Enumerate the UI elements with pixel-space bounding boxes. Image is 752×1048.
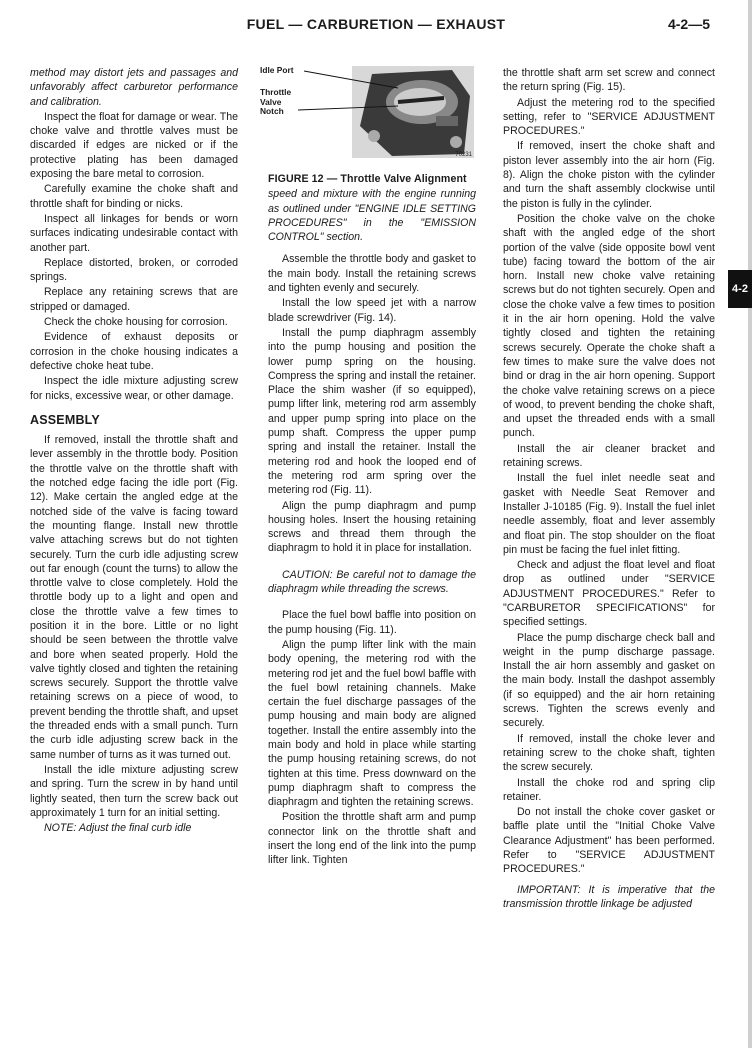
page-edge-shadow — [748, 0, 752, 1048]
paragraph: Place the fuel bowl baffle into position on the pump housing (Fig. 11). — [268, 609, 476, 636]
paragraph: Inspect the idle mixture adjusting screw for nicks, excessive wear, or other damage. — [30, 375, 238, 402]
paragraph: Place the pump discharge check ball and weight in the pump discharge passage. Install the air horn assembly and gasket on the main body. Install the dashpot assembly (if so equipped) and the air horn retaining screws. Tighten the screws evenly and securely. — [503, 631, 715, 730]
paragraph: Install the air cleaner bracket and retaining screws. — [503, 442, 715, 470]
paragraph: If removed, install the choke lever and retaining screw to the choke shaft, tighten the screw securely. — [503, 732, 715, 774]
important-note: IMPORTANT: It is imperative that the transmission throttle linkage be adjusted — [503, 883, 715, 910]
paragraph: Position the throttle shaft arm and pump connector link on the throttle shaft and insert the long end of the link into the pump lifter link. Tighten — [268, 811, 476, 867]
caution-label: CAUTION: — [282, 568, 333, 581]
paragraph: Install the idle mixture adjusting screw and spring. Turn the screw in by hand until lightly seated, then turn the screw back out approximately 1 turn for an initial setting. — [30, 763, 238, 819]
paragraph: Install the choke rod and spring clip retainer. — [503, 776, 715, 803]
paragraph: Align the pump diaphragm and pump housing holes. Insert the housing retaining screws and thread them through the diaphragm to hold it in place for installation. — [268, 499, 476, 555]
figure-12 — [260, 65, 476, 164]
column-middle — [260, 65, 477, 869]
paragraph: Replace distorted, broken, or corroded springs. — [30, 256, 238, 284]
paragraph: Inspect all linkages for bends or worn surfaces indicating undesirable contact with another part. — [30, 212, 238, 254]
paragraph: Install the fuel inlet needle seat and gasket with Needle Seat Remover and Installer J-10185 (Fig. 9). Install the fuel inlet needle assembly, float and lever assembly and float pin. The stop shoulder on the float pin must be facing the fuel inlet fitting. — [503, 472, 715, 556]
paragraph: If removed, install the throttle shaft and lever assembly in the throttle body. Position the throttle valve on the throttle shaft with the notched edge facing the idle port (Fig. 12). Make certain the angled edge at the notched side of the valve is facing toward the mounting flange. Install new throttle valve attaching screws but do not tighten securely. Turn the curb idle adjusting screw out far enough (count the turns) to allow the throttle valve to close completely. Hold the throttle body up to a light and open and close the throttle valve a few times to position it in the bore. Little or no light should be seen between the throttle valve and bore when seated properly. Hold the valve tightly closed and tighten the retaining screws securely. Support the throttle valve retaining screws on a piece of wood, to prevent bending the throttle shaft, and upset the threaded ends with a small punch. Turn the curb idle adjusting screw back in the same number of turns as it was turned out. — [30, 434, 238, 761]
label-throttle-valve-notch: Throttle Valve Notch — [260, 87, 292, 117]
paragraph: Assemble the throttle body and gasket to the main body. Install the retaining screws and tighten evenly and securely. — [268, 253, 476, 295]
paragraph: Carefully examine the choke shaft and throttle shaft for binding or nicks. — [30, 183, 238, 210]
figure-code: 70231 — [455, 151, 472, 158]
label-idle-port: Idle Port — [260, 65, 294, 75]
paragraph: method may distort jets and passages and unfavorably affect carburetor performance and calibration. — [30, 67, 238, 108]
caution-text: Be careful not to damage the diaphragm while threading the screws. — [268, 568, 477, 596]
page-number: 4-2—5 — [667, 16, 710, 32]
paragraph: the throttle shaft arm set screw and connect the return spring (Fig. 15). — [503, 67, 715, 94]
figure-leader-lines — [268, 66, 476, 164]
figure-caption: FIGURE 12 — Throttle Valve Alignment — [268, 173, 467, 185]
paragraph: speed and mixture with the engine running as outlined under "ENGINE IDLE SETTING PROCEDURES" in the "EMISSION CONTROL" section. — [268, 188, 476, 244]
column-left — [30, 66, 238, 836]
column-right — [503, 66, 715, 912]
caution-note — [268, 568, 476, 597]
paragraph: Check the choke housing for corrosion. — [44, 316, 228, 329]
paragraph: If removed, insert the choke shaft and piston lever assembly into the air horn (Fig. 8). Align the choke piston with the cylinder and turn the shaft assembly clockwise until the piston is fully in the cylinder. — [503, 140, 715, 210]
paragraph: Adjust the metering rod to the specified setting, refer to "SERVICE ADJUSTMENT PROCEDURES." — [503, 96, 715, 138]
paragraph: Check and adjust the float level and float drop as outlined under "SERVICE ADJUSTMENT PROCEDURES." Refer to "CARBURETOR SPECIFICATIONS" for specified settings. — [503, 559, 715, 629]
section-tab: 4-2 — [728, 270, 752, 308]
paragraph: Install the pump diaphragm assembly into the pump housing and position the lower pump spring on the housing. Compress the spring and install the retainer. Place the shim washer (if so equipped), pump lifter link, metering rod arm assembly and upper pump spring into place on the pump shaft. Compress the upper pump spring and install the retainer. Install the metering rod and hook the looped end of the metering rod arm spring over the metering rod (Fig. 11). — [268, 326, 476, 497]
note: NOTE: Adjust the final curb idle — [44, 822, 192, 835]
section-heading: ASSEMBLY — [30, 412, 100, 427]
paragraph: Do not install the choke cover gasket or baffle plate until the "Initial Choke Valve Clearance Adjustment" has been performed. Refer to "SERVICE ADJUSTMENT PROCEDURES." — [503, 806, 715, 876]
paragraph: Position the choke valve on the choke shaft with the angled edge of the short portion of the valve (side opposite bowl vent tube) facing toward the bottom of the air horn. Install new choke valve retaining screws but do not tighten securely. Open and close the choke valve a few times to position it in the air horn opening. Hold the valve tightly closed and tighten the retaining screws securely. Operate the choke shaft a few times to make sure the valve does not bind or drag in the air horn opening. Support the choke valve retaining screws on a piece of wood, to prevent bending the choke shaft, and upset the threaded ends with a small punch. — [503, 212, 715, 440]
paragraph: Install the low speed jet with a narrow blade screwdriver (Fig. 14). — [268, 297, 476, 324]
paragraph: Inspect the float for damage or wear. The choke valve and throttle valves must be discarded if edges are nicked or if the protective plating has been damaged exposing the bare metal to corrosion. — [30, 110, 238, 181]
paragraph: Evidence of exhaust deposits or corrosion in the choke housing indicates a defective choke heat tube. — [30, 331, 238, 372]
running-header: FUEL — CARBURETION — EXHAUST — [246, 16, 506, 32]
paragraph: Replace any retaining screws that are stripped or damaged. — [30, 286, 238, 313]
paragraph: Align the pump lifter link with the main body opening, the metering rod with the metering rod jet and the fuel bowl baffle with the fuel bowl retaining channels. Make certain the fuel discharge passages of the pump housing and main body are aligned together. Install the entire assembly into the main body and hold in place while starting the pump housing retaining screws, do not tighten at this time. Press downward on the pump diaphragm shaft to compress the diaphragm and tighten the retaining screws. — [268, 638, 476, 809]
